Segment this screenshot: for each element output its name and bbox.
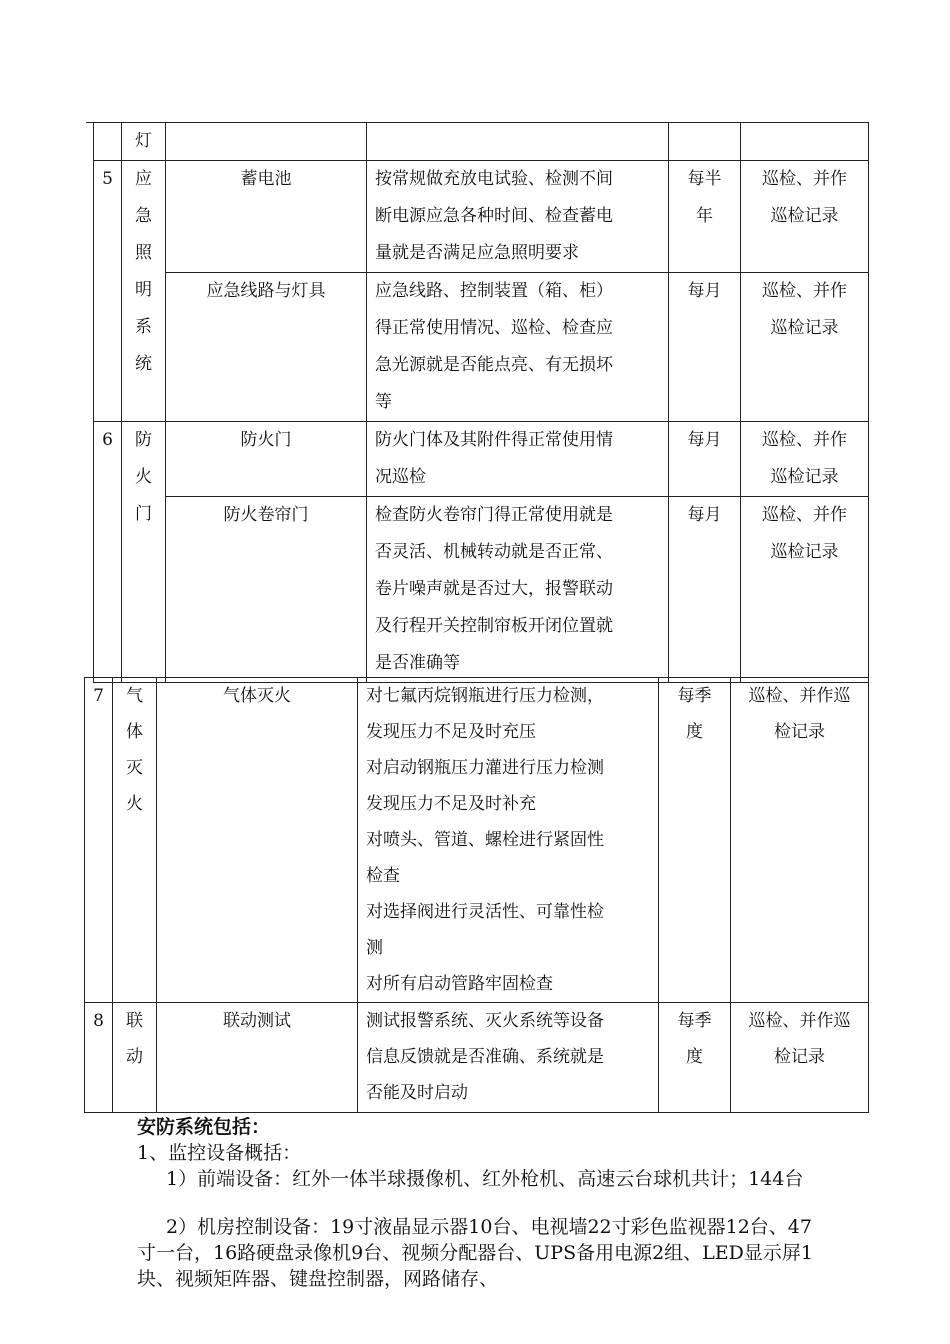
system-name-cell: 防 火 门 <box>122 422 166 683</box>
frequency-cell: 每月 <box>669 497 741 683</box>
action-cell: 巡检、并作巡 检记录 <box>731 1003 869 1113</box>
content-cell: 检查防火卷帘门得正常使用就是 否灵活、机械转动就是否正常、 卷片噪声就是否过大，报警联动 及行程开关控制帘板开闭位置就 是否准确等 <box>367 497 669 683</box>
frequency-cell: 每季 度 <box>659 1003 731 1113</box>
row-number <box>94 123 122 161</box>
table-row <box>94 497 869 683</box>
action-cell <box>741 123 869 161</box>
content-cell: 测试报警系统、灭火系统等设备 信息反馈就是否准确、系统就是 否能及时启动 <box>358 1003 659 1113</box>
table-row <box>94 161 869 273</box>
action-cell: 巡检、并作 巡检记录 <box>741 497 869 683</box>
item-cell: 应急线路与灯具 <box>166 273 367 422</box>
table-row <box>85 678 869 1003</box>
content-cell: 防火门体及其附件得正常使用情 况巡检 <box>367 422 669 497</box>
item-cell <box>166 123 367 161</box>
content-cell: 按常规做充放电试验、检测不间 断电源应急各种时间、检查蓄电 量就是否满足应急照明要求 <box>367 161 669 273</box>
table-row <box>94 273 869 422</box>
system-name-cell: 联 动 <box>113 1003 157 1113</box>
frequency-cell: 每月 <box>669 273 741 422</box>
action-cell: 巡检、并作 巡检记录 <box>741 422 869 497</box>
row-number: 5 <box>94 161 122 422</box>
paragraph: 1、监控设备概括： <box>137 1142 302 1164</box>
item-cell: 防火门 <box>166 422 367 497</box>
table-row <box>85 1003 869 1113</box>
frequency-cell: 每月 <box>669 422 741 497</box>
content-cell: 对七氟丙烷钢瓶进行压力检测， 发现压力不足及时充压 对启动钢瓶压力灌进行压力检测 发现压力不足及时补充 对喷头、管道、螺栓进行紧固性 检查 对选择阀进行灵活性、可靠性检 测 对所有启动管路牢固检查 <box>358 678 659 1003</box>
content-cell <box>367 123 669 161</box>
frequency-cell <box>669 123 741 161</box>
action-cell: 巡检、并作巡 检记录 <box>731 678 869 1003</box>
table-row <box>94 422 869 497</box>
system-name-cell: 应 急 照 明 系 统 <box>122 161 166 422</box>
table-row <box>94 123 869 161</box>
row-number: 6 <box>94 422 122 683</box>
paragraph: 1）前端设备：红外一体半球摄像机、红外枪机、高速云台球机共计；144台 <box>166 1168 804 1190</box>
frequency-cell: 每半 年 <box>669 161 741 273</box>
action-cell: 巡检、并作 巡检记录 <box>741 273 869 422</box>
item-cell: 防火卷帘门 <box>166 497 367 683</box>
frequency-cell: 每季 度 <box>659 678 731 1003</box>
item-cell: 联动测试 <box>157 1003 358 1113</box>
row-number: 7 <box>85 678 113 1003</box>
maintenance-table-part1 <box>93 122 869 683</box>
paragraph: 2）机房控制设备：19寸液晶显示器10台、电视墙22寸彩色监视器12台、47寸一台，16路硬盘录像机9台、视频分配器台、UPS备用电源2组、LED显示屏1块、视频矩阵器、键盘控制器，网路储存、 <box>137 1216 813 1290</box>
row-number: 8 <box>85 1003 113 1113</box>
system-name-cell: 灯 <box>122 123 166 161</box>
section-heading: 安防系统包括： <box>137 1116 271 1138</box>
item-cell: 气体灭火 <box>157 678 358 1003</box>
item-cell: 蓄电池 <box>166 161 367 273</box>
content-cell: 应急线路、控制装置（箱、柜） 得正常使用情况、巡检、检查应 急光源就是否能点亮、有无损坏 等 <box>367 273 669 422</box>
system-name-cell: 气 体 灭 火 <box>113 678 157 1003</box>
maintenance-table-part2 <box>84 677 869 1113</box>
action-cell: 巡检、并作 巡检记录 <box>741 161 869 273</box>
